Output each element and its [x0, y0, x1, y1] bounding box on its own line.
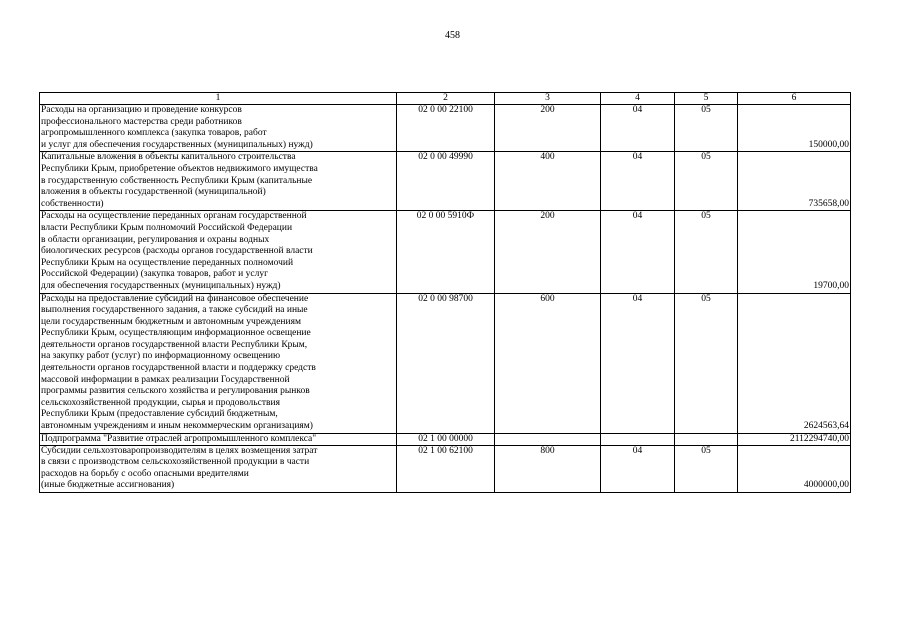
row-vr-code: 600 — [495, 293, 601, 433]
row-description: Подпрограмма "Развитие отраслей агропромышленного комплекса" — [40, 433, 397, 445]
row-description: Расходы на организацию и проведение конкурсов профессионального мастерства среди работников агропромышленного комплекса (закупка товаров, работ и услуг для обеспечения государственных (муниципальных) нужд) — [40, 105, 397, 152]
row-amount: 735658,00 — [738, 152, 851, 211]
row-csr-code: 02 0 00 22100 — [397, 105, 495, 152]
row-pr-code: 05 — [675, 211, 738, 293]
row-csr-code: 02 0 00 5910Ф — [397, 211, 495, 293]
row-rz-code — [601, 433, 675, 445]
table-row — [40, 293, 851, 433]
row-vr-code: 200 — [495, 211, 601, 293]
row-pr-code: 05 — [675, 293, 738, 433]
row-amount: 19700,00 — [738, 211, 851, 293]
row-amount: 4000000,00 — [738, 445, 851, 492]
row-csr-code: 02 0 00 98700 — [397, 293, 495, 433]
row-pr-code: 05 — [675, 445, 738, 492]
row-description: Расходы на предоставление субсидий на финансовое обеспечение выполнения государственного задания, а также субсидий на иные цели государственным бюджетным и автономным учреждениям Республики Крым, осуществляющим информационное освещение деятельности органов государственной власти Республики Крым, на закупку работ (услуг) по информационному освещению деятельности органов государственной власти и поддержку средств массовой информации в рамках реализации Государственной программы развития сельского хозяйства и регулирования рынков сельскохозяйственной продукции, сырья и продовольствия Республики Крым (предоставление субсидий бюджетным, автономным учреждениям и иным некоммерческим организациям) — [40, 293, 397, 433]
row-vr-code: 800 — [495, 445, 601, 492]
column-header: 1 — [40, 93, 397, 105]
budget-table — [39, 92, 851, 493]
table-row — [40, 211, 851, 293]
row-csr-code: 02 0 00 49990 — [397, 152, 495, 211]
row-amount: 150000,00 — [738, 105, 851, 152]
row-vr-code: 400 — [495, 152, 601, 211]
row-vr-code: 200 — [495, 105, 601, 152]
table-row — [40, 445, 851, 492]
column-header: 3 — [495, 93, 601, 105]
row-description: Капитальные вложения в объекты капитального строительства Республики Крым, приобретение объектов недвижимого имущества в государственную собственность Республики Крым (капитальные вложения в объекты государственной (муниципальной) собственности) — [40, 152, 397, 211]
table-row-subprogram — [40, 433, 851, 445]
column-header: 5 — [675, 93, 738, 105]
page-number: 458 — [445, 30, 460, 41]
column-header: 2 — [397, 93, 495, 105]
row-pr-code — [675, 433, 738, 445]
row-pr-code: 05 — [675, 105, 738, 152]
row-amount: 2112294740,00 — [738, 433, 851, 445]
table-row — [40, 105, 851, 152]
table-row — [40, 152, 851, 211]
row-rz-code: 04 — [601, 445, 675, 492]
row-csr-code: 02 1 00 62100 — [397, 445, 495, 492]
row-rz-code: 04 — [601, 105, 675, 152]
row-vr-code — [495, 433, 601, 445]
row-amount: 2624563,64 — [738, 293, 851, 433]
column-header: 6 — [738, 93, 851, 105]
row-rz-code: 04 — [601, 152, 675, 211]
row-rz-code: 04 — [601, 293, 675, 433]
row-rz-code: 04 — [601, 211, 675, 293]
table-header-row — [40, 93, 851, 105]
row-description: Расходы на осуществление переданных органам государственной власти Республики Крым полномочий Российской Федерации в области организации, регулирования и охраны водных биологических ресурсов (расходы органов государственной власти Республики Крым на осуществление переданных полномочий Российской Федерации) (закупка товаров, работ и услуг для обеспечения государственных (муниципальных) нужд) — [40, 211, 397, 293]
column-header: 4 — [601, 93, 675, 105]
row-csr-code: 02 1 00 00000 — [397, 433, 495, 445]
row-description: Субсидии сельхозтоваропроизводителям в целях возмещения затрат в связи с производством сельскохозяйственной продукции в части расходов на борьбу с особо опасными вредителями (иные бюджетные ассигнования) — [40, 445, 397, 492]
row-pr-code: 05 — [675, 152, 738, 211]
